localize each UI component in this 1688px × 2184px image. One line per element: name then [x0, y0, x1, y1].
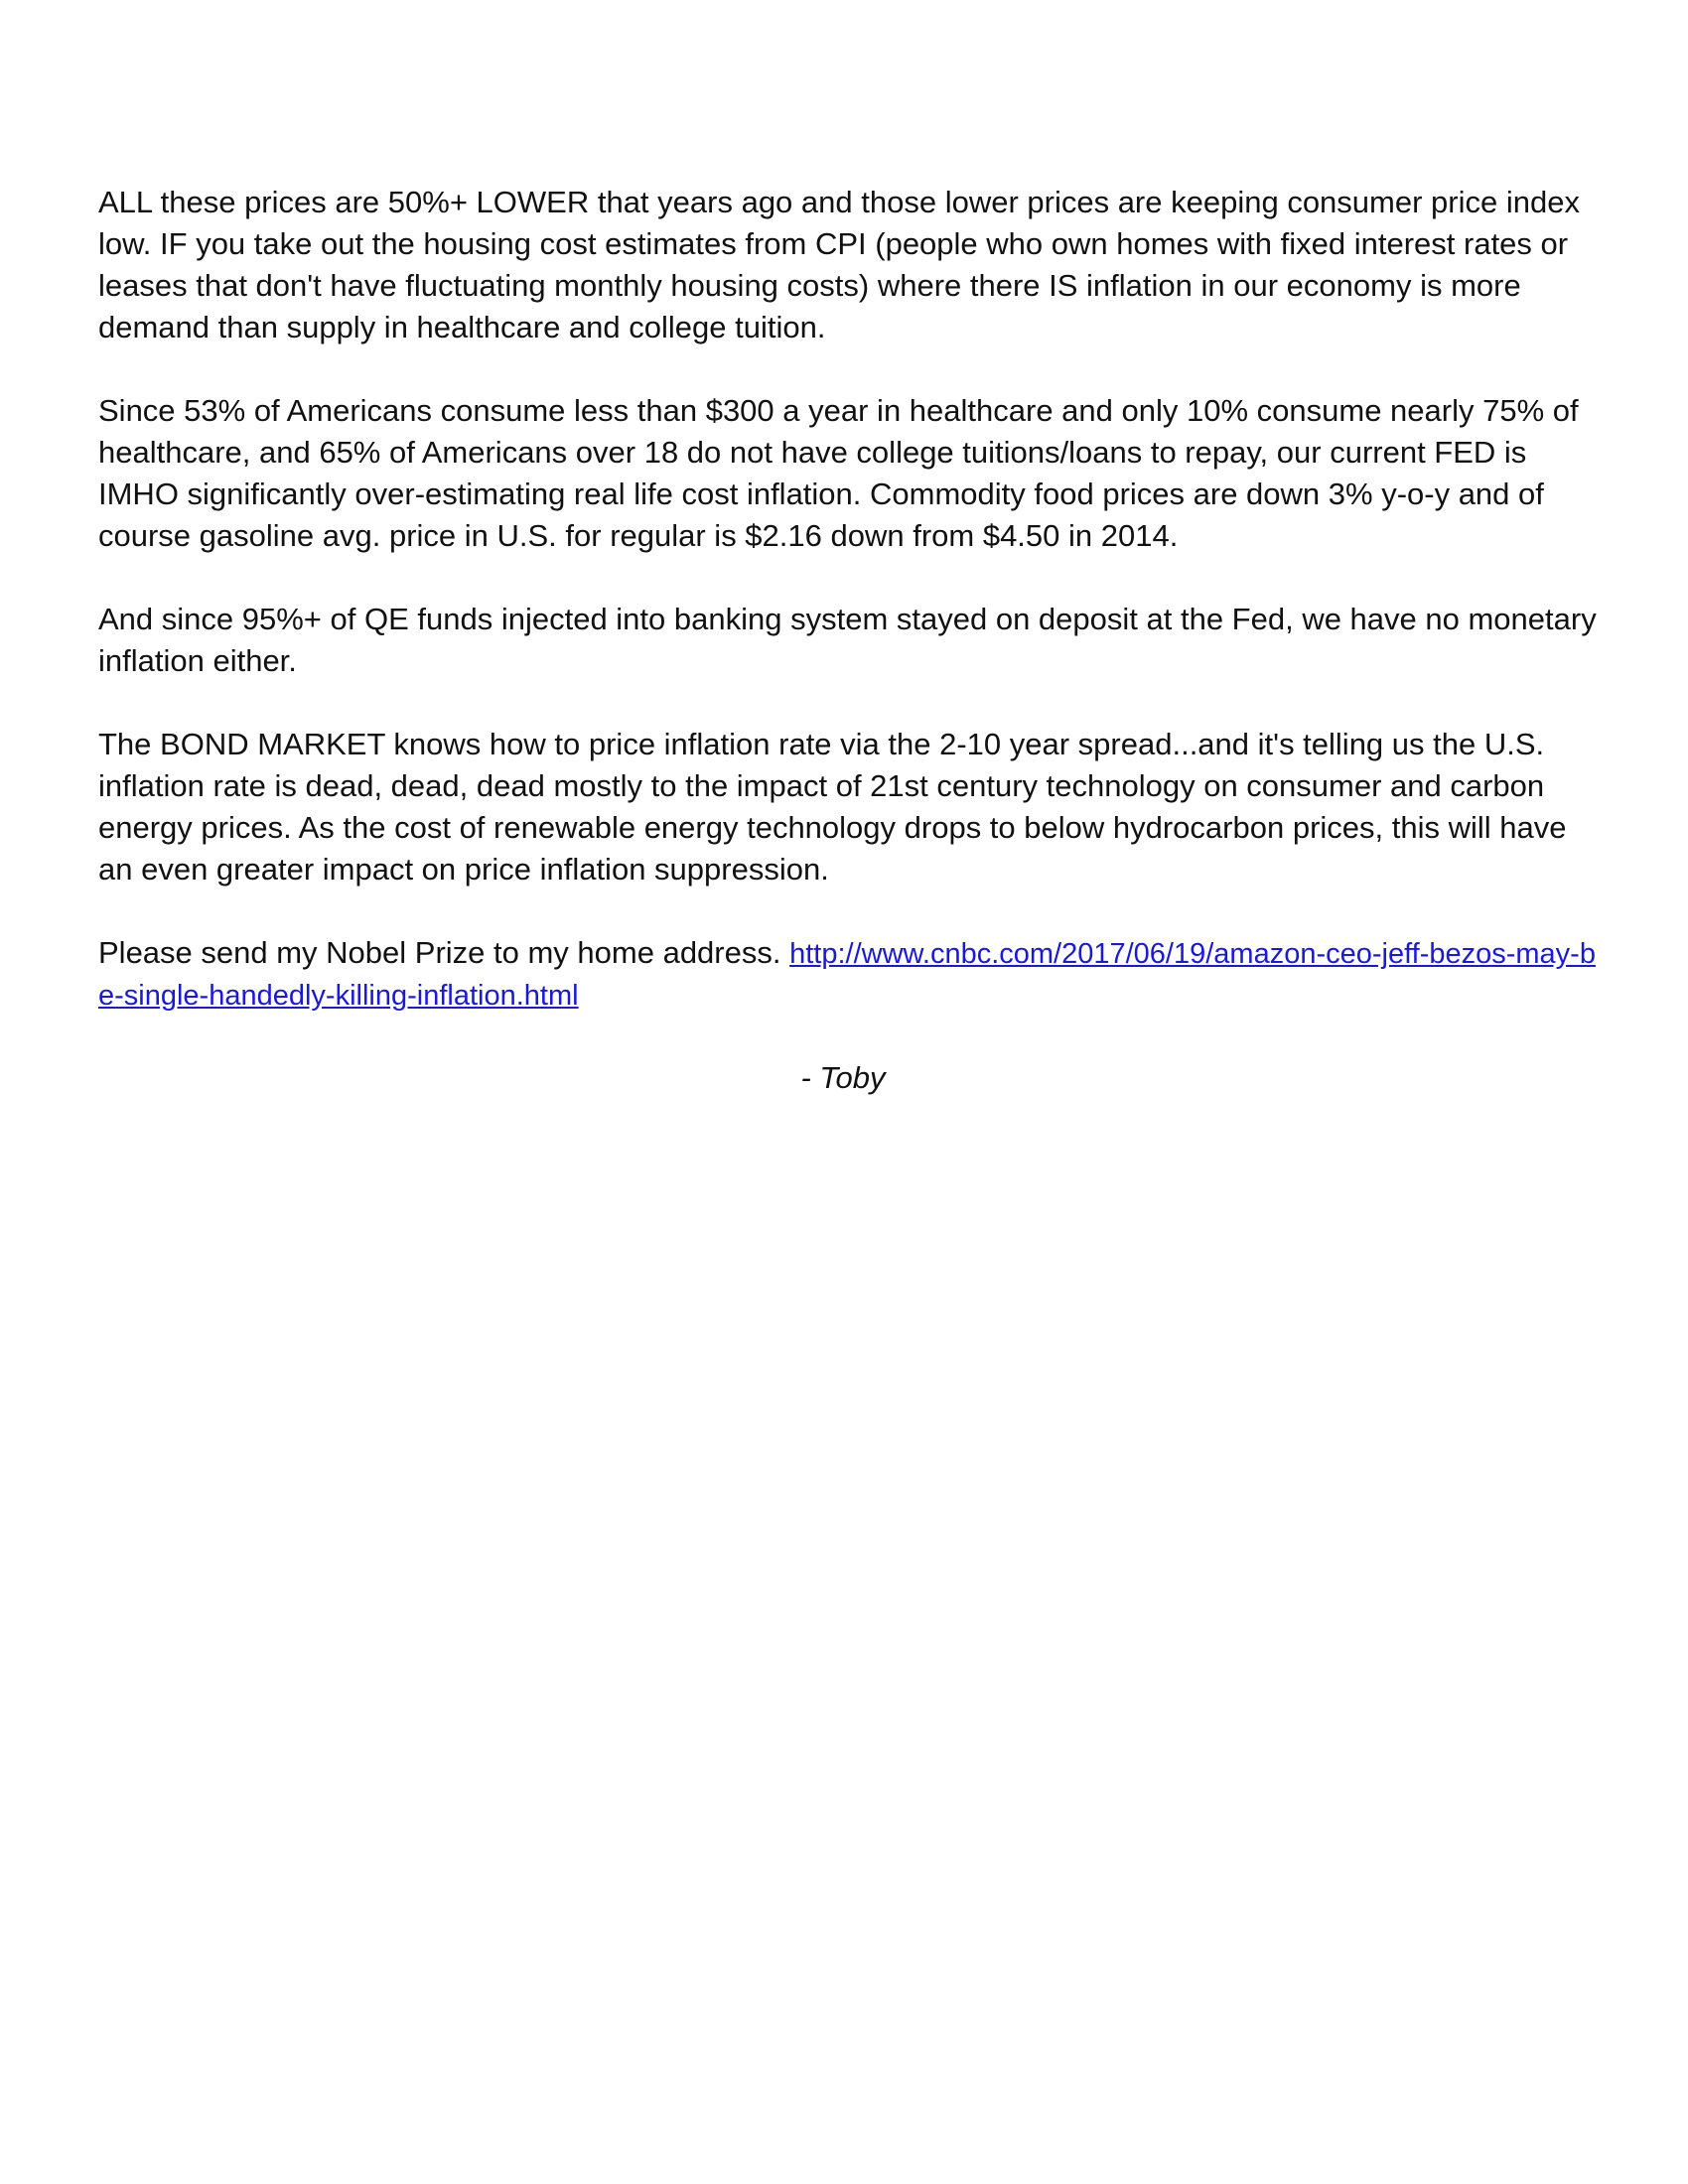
cnbc-article-link[interactable]: http://www.cnbc.com/2017/06/19/amazon-ceo-jeff-bezos-may-be-single-handedly-killing-inflation.html [98, 938, 1596, 1012]
closing-text: Please send my Nobel Prize to my home address. [98, 935, 781, 970]
paragraph-healthcare: Since 53% of Americans consume less than $300 a year in healthcare and only 10% consume nearly 75% of healthcare, and 65% of Americans over 18 do not have college tuitions/loans to repay, our current FED is IMHO significantly over-estimating real life cost inflation. Commodity food prices are down 3% y-o-y and of course gasoline avg. price in U.S. for regular is $2.16 down from $4.50 in 2014. [98, 393, 1579, 553]
paragraph-bond-market: The BOND MARKET knows how to price inflation rate via the 2-10 year spread...and it's telling us the U.S. inflation rate is dead, dead, dead mostly to the impact of 21st century technology on consumer and carbon energy prices. As the cost of renewable energy technology drops to below hydrocarbon prices, this will have an even greater impact on price inflation suppression. [98, 727, 1567, 887]
document-body [98, 182, 1598, 1099]
paragraph-prices: ALL these prices are 50%+ LOWER that years ago and those lower prices are keeping consumer price index low. IF you take out the housing cost estimates from CPI (people who own homes with fixed interest rates or leases that don't have fluctuating monthly housing costs) where there IS inflation in our economy is more demand than supply in healthcare and college tuition. [98, 185, 1580, 344]
paragraph-closing [98, 932, 1598, 1016]
paragraph-qe-funds: And since 95%+ of QE funds injected into banking system stayed on deposit at the Fed, we have no monetary inflation either. [98, 602, 1597, 678]
signature: - Toby [800, 1060, 886, 1095]
